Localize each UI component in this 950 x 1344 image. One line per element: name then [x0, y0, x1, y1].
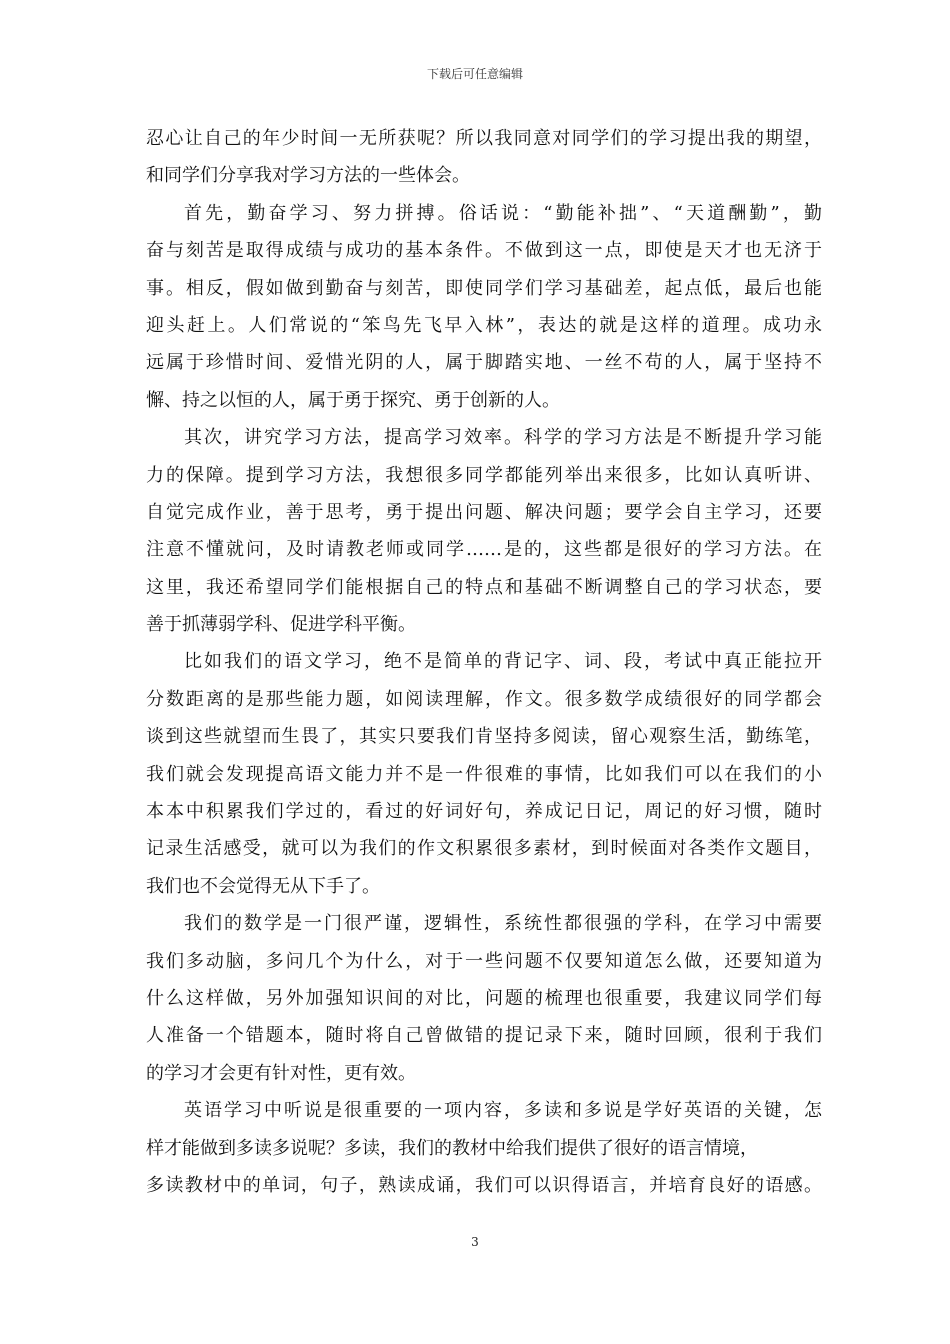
text-line: 我们的数学是一门很严谨，逻辑性，系统性都很强的学科，在学习中需要: [184, 913, 822, 935]
text-line: 懈、持之以恒的人，属于勇于探究、勇于创新的人。: [146, 389, 560, 411]
text-line: 多读教材中的单词，句子，熟读成诵，我们可以识得语言，并培育良好的语感。: [146, 1174, 822, 1196]
text-line: 英语学习中听说是很重要的一项内容，多读和多说是学好英语的关键，怎: [184, 1100, 822, 1122]
text-line: 我们就会发现提高语文能力并不是一件很难的事情，比如我们可以在我们的小: [146, 763, 822, 785]
text-line: 我们也不会觉得无从下手了。: [146, 875, 380, 897]
document-body: [146, 120, 822, 1204]
text-line: 样才能做到多读多说呢？多读，我们的教材中给我们提供了很好的语言情境，: [146, 1137, 758, 1159]
text-line: 其次，讲究学习方法，提高学习效率。科学的学习方法是不断提升学习能: [184, 427, 822, 449]
text-line: 善于抓薄弱学科、促进学科平衡。: [146, 614, 416, 636]
text-line: 比如我们的语文学习，绝不是简单的背记字、词、段，考试中真正能拉开: [184, 651, 822, 673]
text-line: 事。相反，假如做到勤奋与刻苦，即使同学们学习基础差，起点低，最后也能: [146, 277, 822, 299]
text-line: 力的保障。提到学习方法，我想很多同学都能列举出来很多，比如认真听讲、: [146, 464, 822, 486]
text-line: 忍心让自己的年少时间一无所获呢？所以我同意对同学们的学习提出我的期望，: [146, 128, 822, 149]
text-line: 的学习才会更有针对性，更有效。: [146, 1062, 416, 1084]
text-line: 什么这样做，另外加强知识间的对比，问题的梳理也很重要，我建议同学们每: [146, 987, 822, 1009]
text-line: 我们多动脑，多问几个为什么，对于一些问题不仅要知道怎么做，还要知道为: [146, 950, 822, 972]
text-line: 远属于珍惜时间、爱惜光阴的人，属于脚踏实地、一丝不苟的人，属于坚持不: [146, 352, 822, 374]
text-line: 和同学们分享我对学习方法的一些体会。: [146, 165, 470, 187]
text-line: 注意不懂就问，及时请教老师或同学……是的，这些都是很好的学习方法。在: [146, 539, 822, 561]
text-line: 首先，勤奋学习、努力拼搏。俗话说：“勤能补拙”、“天道酬勤”，勤: [184, 202, 822, 224]
text-line: 这里，我还希望同学们能根据自己的特点和基础不断调整自己的学习状态，要: [146, 576, 822, 598]
text-line: 记录生活感受，就可以为我们的作文积累很多素材，到时候面对各类作文题目，: [146, 838, 822, 860]
text-line: 分数距离的是那些能力题，如阅读理解，作文。很多数学成绩很好的同学都会: [146, 688, 822, 710]
text-line: 本本中积累我们学过的，看过的好词好句，养成记日记，周记的好习惯，随时: [146, 801, 822, 823]
page-header: 下载后可任意编辑: [426, 67, 523, 81]
page-number: 3: [471, 1235, 479, 1249]
text-line: 迎头赶上。人们常说的“笨鸟先飞早入林”，表达的就是这样的道理。成功永: [146, 314, 822, 336]
text-line: 奋与刻苦是取得成绩与成功的基本条件。不做到这一点，即使是天才也无济于: [146, 240, 822, 262]
text-line: 谈到这些就望而生畏了，其实只要我们肯坚持多阅读，留心观察生活，勤练笔，: [146, 726, 822, 748]
text-line: 自觉完成作业，善于思考，勇于提出问题、解决问题；要学会自主学习，还要: [146, 501, 822, 523]
text-line: 人准备一个错题本，随时将自己曾做错的提记录下来，随时回顾，很利于我们: [146, 1025, 822, 1047]
